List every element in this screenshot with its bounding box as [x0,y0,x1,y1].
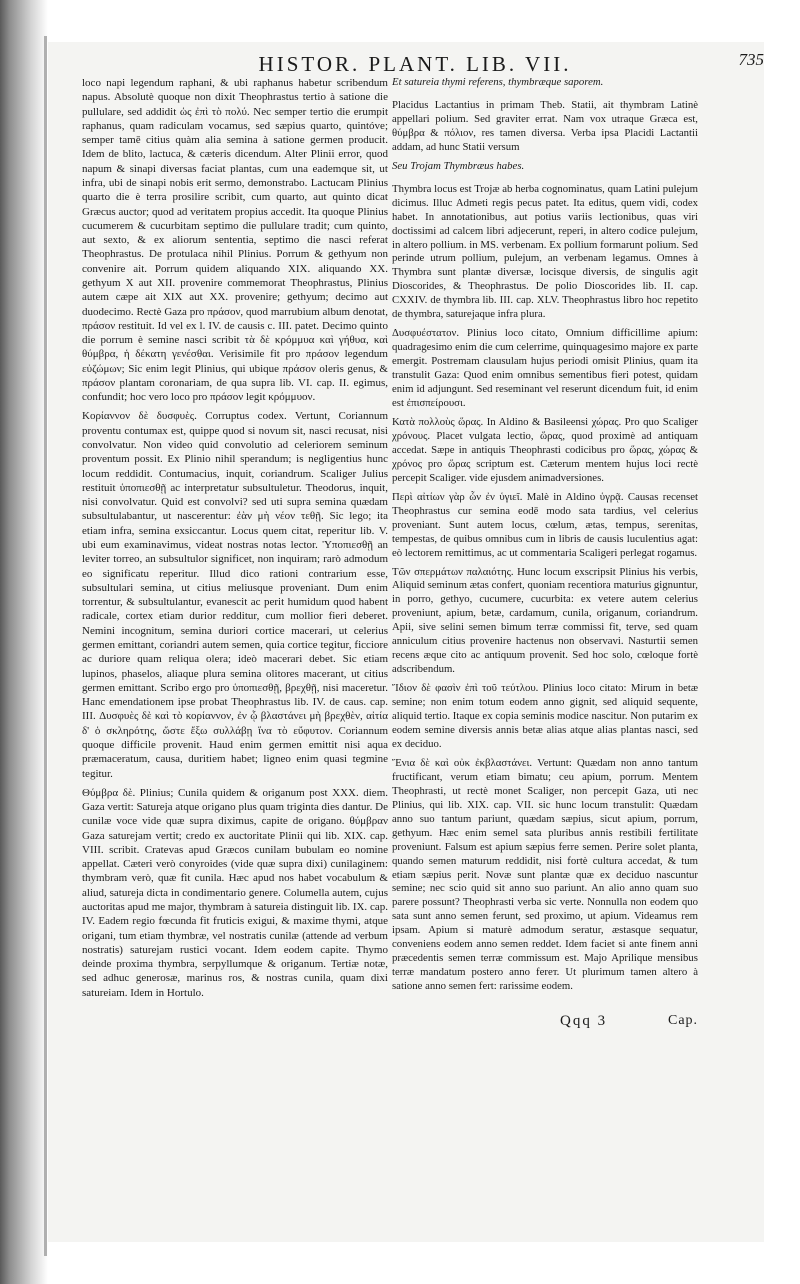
paragraph: Τῶν σπερμάτων παλαιότης. Hunc locum exscripsit Plinius his verbis, Aliquid seminum ætas confert, quoniam recentiora maturius gignuntur, in porro, gethyo, cucumere, cucurbita: ex vetere autem celerius proveniunt, apium, betæ, cardamum, cunila, origanum, coriandrum. Apii, sive selini semen bimum terræ commissi fit, terve, sed quam anniculum citius provenire hactenus non observavi. Nasturtii semen recens æque cito ac antiquum provenit. Sed hoc solo, cœloque fortè adscribendum. [392,565,698,676]
catchword: Cap. [668,1013,699,1028]
paragraph: Thymbra locus est Trojæ ab herba cognominatus, quam Latini pulejum dicimus. Illuc Admeti regis pecus patet. Ita editus, quem vidi, codex habet. In annotationibus, aut potius variis lectionibus, quas viri doctissimi ad calcem libri adjecerunt, reperi, in altero codice pulejum, in altero pollium. in MS. verbenam. Ex pollium formarunt polium. Sed perinde utrum pollium, pulejum, an verbenam legamus. Omnes à Thymbra sunt plantæ diversæ, locisque diversis, de singulis agit Dioscorides, & Theophrastus. De polio Dioscorides lib. II. cap. CXXIV. de thymbra lib. III. cap. XLV. Theophrastus libro hoc repetito de thymbra, saturejaque infra plura. [392,182,698,321]
paragraph: Κορίαννον δὲ δυσφυὲς. Corruptus codex. Vertunt, Coriannum proventu contumax est, quippe quod si novum sit, nasci recusat, nisi convolvatur. Non video quid convolutio ad celeriorem seminum proventum possit. Ex Plinio nihil sperandum; is negligentius hunc locum reddidit. Contumacius, inquit, coriandrum. Scaliger Julius restituit ὑποπιεσθῇ ac interpretatur subsultuletur. Theodorus, inquit, nisi convolvatur. Quid est convolvi? sed uti supra semina quædam subsultulabantur, ut nascerentur: ἐὰν μὴ νέον τεθῇ. Sic lego; ita etiam infra, semina exsiccantur. Locus quem citat, reperitur lib. V. ubi eum examinavimus, videat nostras notas lector. Ὑποπιεσθῇ an leviter torreo, an subsultulor significet, non inquiram; rarò admodum eo significatu reperitur. Illud dico rationi contrarium esse, subsultulari semina, ut citius meliusque proveniant. Dum enim torrentur, & subsultulantur, evanescit ac perit humidum quod habent radicale, cortex etiam durior redditur, cum mollior fieri deberet. Nemini incognitum, semina duriori cortice macerari, ut celerius germen emittant, coriandri autem semen, quia cortice tegitur, ficciore ac duriore quam reliqua olera; ideò macerari debet. Sic etiam lupinos, phaselos, aliaque plura semina olitores macerant, ut citius germen emittant. Scribo ergo pro ὑποπιεσθῇ, βρεχθῇ, nisi maceretur. Hanc emendationem ipse probat Theophrastus lib. IV. de caus. cap. III. Δυσφυὲς δὲ καὶ τὸ κορίαννον, ἐν ᾧ βλαστάνει μὴ βρεχθὲν, αἰτία δ' ὁ σκληρότης, ὥστε ἔξω συλλάβῃ ἵνα τὸ εὔφυτον. Coriannum quoque difficile provenit. Haud enim germen emittit nisi aqua præmaceratum, causa, duritiem habet; ligneo enim quasi tegmine tegitur. [82,410,388,780]
paragraph: Θύμβρα δὲ. Plinius; Cunila quidem & origanum post XXX. diem. Gaza vertit: Satureja atque origano plus quam triginta dies dantur. De cunilæ voce vide quæ supra diximus, capite de origano. θύμβραν Gaza saturejam vertit; credo ex auctoritate Plinii qui lib. XIX. cap. VIII. scribit. Cratevas apud Græcos cunilam bubulam eo nomine appellat. Cæteri verò conyroides (vide quæ supra dixi) cunilaginem: thymbram verò, quæ fit cunila. Hæc apud nos habet vocabulum & aliud, satureja dicta in condimentario genere. Columella autem, cujus auctoritas apud me major, thymbram à satureia distinguit lib. IX. cap. IV. Eadem regio fœcunda fit fruticis exigui, & maxime thymi, atque origani, tum etiam thymbræ, vel nostratis cunilæ (attende ad verbum nostratis) saturejam rustici vocant. Idem eodem capite. Thymo deinde proxima thymbra, serpyllumque & origanum. Tertiæ notæ, sed adhuc generosæ, marinus ros, & nostras cunila, quam dixi satureiam. Idem in Hortulo. [82,786,388,999]
signature-mark: Qqq 3 [560,1013,608,1029]
verse-quotation: Et satureia thymi referens, thymbræque saporem. [392,76,604,88]
page-number: 735 [738,50,764,69]
left-column [82,76,388,1005]
binding-gutter-shadow [0,0,48,1284]
paragraph: Placidus Lactantius in primam Theb. Statii, ait thymbram Latinè appellari polium. Sed graviter errat. Nam vox utraque Græca est, θύμβρα & πόλιον, res tamen diversa. Verba ipsa Placidi Lactantii addam, ad hunc Statii versum [392,98,698,153]
paragraph: Περὶ αἰτίων γὰρ ὧν ἐν ὑγιεῖ. Malè in Aldino ὑγρᾷ. Causas recenset Theophrastus cur semina eodē modo sata tardius, vel celerius proveniant. Sunt autem locus, cœlum, ætas, tempus, serenitas, tempestas, de quibus omnibus cum in libris de causis luculentius agat: eò lectorem remittimus, ac ut commentaria Scaligeri perlegat rogamus. [392,490,698,559]
paragraph: Δυσφυέστατον. Plinius loco citato, Omnium difficillime apium: quadragesimo enim die cum celerrime, quinquagesimo majore ex parte emergit. Postremam clausulam hujus periodi omisit Plinius, quam ita transtulit Gaza: Quod enim omnibus sementibus fieri potest, quidam enim id adjungunt. Sed reseminant vel reserunt dicendum fuit, id enim est ἐπισπείρουσι. [392,327,698,410]
paragraph: Κατὰ πολλοὺς ὥρας. In Aldino & Basileensi χώρας. Pro quo Scaliger χρόνους. Placet vulgata lectio, ὥρας, quod proximè ad antiquam accedat. Sæpe in antiquis Theophrasti codicibus pro ὥρας, χώρας & χρόνος pro ὥρας scriptum est. Cæterum mentem hujus loci rectè percepit Scaliger. vide ejusdem animadversiones. [392,415,698,484]
paragraph: loco napi legendum raphani, & ubi raphanus habetur scribendum napus. Absolutè quoque non dixit Theophrastus tertio à satione die pullulare, sed addidit ὡς ἐπὶ τὸ πολύ. Nec semper tertio die erumpit raphanus, quam radiculam vocamus, sed sæpius quarto, quintóve; semper tamē citius quàm alia semina à satione germen producit. Idem de blito, lactuca, & cæteris dicendum. Alter Plinii error, quod napum & sinapi diversas faciat plantas, cum una eademque sit, ut infra, ubi de sinapi nobis erit sermo, demonstrabo. Lactucam Plinius quarto die è terra prosilire scribit, cum quarto, aut quinto dicat Græcus auctor; quod ad veritatem propius accedit. Ita quoque Plinius cucumerem & cucurbitam septimo die pullulare tradit; cum quinto, aut sexto, & ex aliorum sententia, septimo die nasci referat Theophrastus. De protulaca nihil Plinius. Porrum & gethyum non convenire ait. Porrum quidem aliquando XIX. aliquando XX. gethyum X aut XII. provenire commemorat Theophrastus, Plinius autem cæpe ait XIX aut XX. provenire; gethyum; decimo aut duodecimo. Rectè Gaza pro πράσον, quod marrubium album denotat, πράσον restituit. Id vel ex l. IV. de causis c. III. patet. Decimo quinto die porrum è semine nasci scribit τὰ δὲ κρόμμυα καὶ γήθυα, καὶ θύμβρα, ἡ δέκατη γενέσθαι. Verisimile fit pro πράσον legendum εὐζώμων; Sic enim legit Plinius, qui ubique πράσον oleris genus, & πράσον plantam coronariam, de qua supra lib. VI. cap. II. egimus, confundit; hoc vero loco pro πράσον legit κρόμμυον. [82,77,388,404]
paragraph: Ἴδιον δὲ φασὶν ἐπὶ τοῦ τεύτλου. Plinius loco citato: Mirum in betæ semine; non enim totum eodem anno gignit, sed aliquid sequente, aliquid tertio. Itaque ex copia seminis modice nascitur. Non putarim ex eodem semine diversis annis betæ alias atque alias plantas nasci, sed ex deciduo. [392,682,698,750]
binding-edge [44,36,47,1256]
right-column [392,76,698,999]
paragraph: Ἔνια δὲ καὶ οὐκ ἐκβλαστάνει. Vertunt: Quædam non anno tantum fructificant, verum etiam bimatu; ceu apium, porrum. Mentem Theophrasti, ut rectè monet Scaliger, non percepit Gaza, uti nec Plinius, qui lib. XIX. cap. VII. sic hunc locum transtulit: Quædam anno suo tantum pariunt, quædam sæpius, sicut apium, porrum, gethyum. Hæc enim semel sata pluribus annis restibili fertilitate proveniunt. Falsum est apium sæpius ferre semen. Perire solet planta, quando semen maturum reddidit, nisi fortè cultura accedat, & tum etiam sæpius perit. Novæ sunt plantæ quæ ex deciduo nascuntur semine; nec scio quid sit anno suo pariunt. An alio anno quam suo parere possunt? Theophrasti verba sic verte. Nonnulla non eodem quo sata sunt anno semen ferunt, sed proximo, ut apium. Videamus rem ipsam. Apium si maturè admodum seratur, æstasque sequatur, conveniens eodem anno semen reddet. Idem faciet si ante finem anni præcedentis semen terræ commissum est. Majo Aprilique mensibus terræ mandatum postero anno ferет. Ut plurimum tamen altero à satione anno semen fert: rarissime eodem. [392,756,698,993]
verse-quotation: Seu Trojam Thymbræus habes. [392,159,525,172]
running-head: HISTOR. PLANT. LIB. VII. [258,52,572,76]
